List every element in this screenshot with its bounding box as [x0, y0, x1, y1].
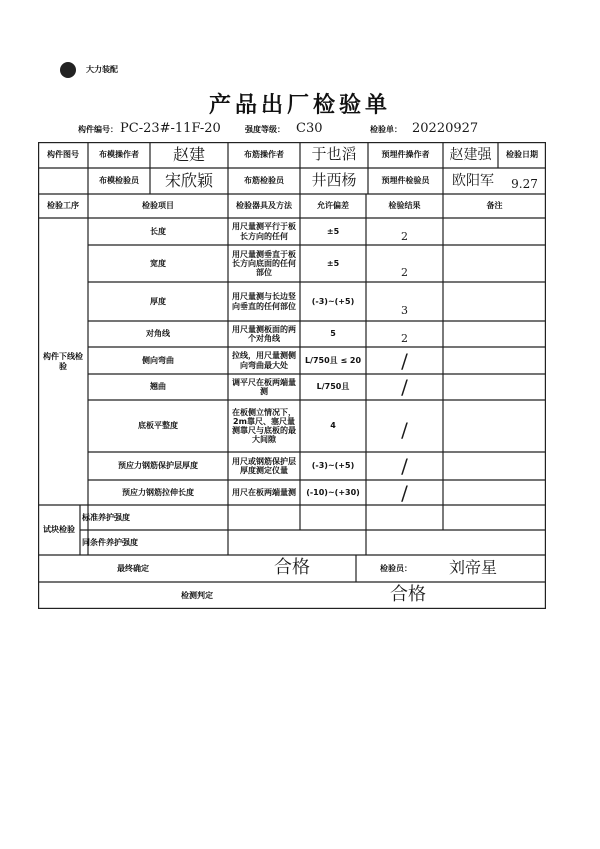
grade-value: C30: [296, 121, 323, 136]
tolerance-thickness: (-3)~(+5): [311, 296, 355, 306]
item-lateral-bend: 侧向弯曲: [142, 355, 174, 365]
tolerance-length: ±5: [326, 226, 340, 236]
tolerance-width: ±5: [326, 258, 340, 268]
rebar-operator-label: 布筋操作者: [244, 150, 284, 160]
page-title: 产品出厂检验单: [208, 92, 391, 118]
company-logo-icon: [60, 62, 76, 78]
tools-width: 用尺量测垂直于板长方向底面的任何部位: [232, 249, 296, 278]
group-label: 构件下线检验: [43, 352, 83, 371]
tools-diagonal: 用尺量测板面的两个对角线: [232, 324, 296, 343]
result-width: 2: [401, 266, 408, 280]
final-inspector-label: 检验员：: [380, 563, 412, 573]
tools-warp: 调平尺在板两端量测: [232, 377, 296, 396]
company-name: 大力装配: [86, 65, 118, 74]
tools-cover-thickness: 用尺或钢筋保护层厚度测定仪量: [232, 456, 296, 475]
final-inspector-value: 刘帝星: [448, 558, 497, 578]
standard-cure-label: 标准养护强度: [82, 512, 130, 522]
form-no-label: 检验单：: [370, 125, 402, 134]
formwork-inspector-value: 宋欣颖: [164, 170, 213, 190]
tolerance-cover-thickness: (-3)~(+5): [311, 461, 355, 471]
grade-label: 强度等级：: [245, 125, 285, 134]
embed-operator-value: 赵建强: [449, 146, 492, 163]
item-width: 宽度: [150, 258, 166, 268]
component-no-label: 构件编号：: [78, 125, 118, 134]
embed-operator-label: 预埋件操作者: [381, 150, 430, 160]
col-tolerance: 允许偏差: [317, 201, 349, 211]
result-thickness: 3: [401, 304, 408, 318]
embed-inspector-value: 欧阳军: [452, 172, 494, 189]
component-no-value: PC-23#-11F-20: [120, 121, 221, 136]
col-remark: 备注: [486, 201, 503, 211]
tools-thickness: 用尺量测与长边竖向垂直的任何部位: [232, 292, 296, 311]
item-length: 长度: [150, 226, 166, 236]
final-label: 最终确定: [117, 563, 149, 573]
result-warp: /: [401, 374, 408, 399]
item-cover-thickness: 预应力钢筋保护层厚度: [118, 461, 198, 471]
col-tools: 检验器具及方法: [236, 201, 292, 211]
tolerance-tension-length: (-10)~(+30): [306, 487, 360, 497]
tolerance-diagonal: 5: [330, 329, 336, 339]
same-condition-cure-label: 同条件养护强度: [82, 537, 138, 547]
test-block-label: 试块检验: [43, 525, 75, 535]
result-lateral-bend: /: [401, 348, 408, 373]
item-thickness: 厚度: [150, 296, 166, 306]
judgement-label: 检测判定: [181, 590, 213, 600]
judgement-value: 合格: [390, 584, 426, 606]
result-length: 2: [401, 230, 408, 244]
col-process: 检验工序: [47, 201, 79, 211]
result-tension-length: /: [401, 480, 408, 505]
formwork-inspector-label: 布模检验员: [99, 176, 139, 186]
tools-flatness: 在板侧立情况下，2m靠尺、塞尺量测靠尺与底板的最大间隙: [232, 407, 296, 445]
drawing-no-label: 构件图号: [47, 150, 79, 160]
tools-lateral-bend: 拉线，用尺量测侧向弯曲最大处: [232, 351, 296, 370]
formwork-operator-value: 赵建: [172, 144, 205, 164]
formwork-operator-label: 布模操作者: [99, 150, 139, 160]
inspection-table: [38, 142, 546, 609]
col-item: 检验项目: [142, 201, 174, 211]
rebar-inspector-label: 布筋检验员: [244, 176, 284, 186]
tolerance-lateral-bend: L/750且 ≤ 20: [304, 355, 362, 365]
item-flatness: 底板平整度: [138, 421, 178, 431]
tolerance-warp: L/750且: [316, 382, 350, 392]
result-cover-thickness: /: [401, 453, 408, 478]
result-diagonal: 2: [401, 332, 408, 346]
form-no-value: 20220927: [412, 121, 479, 136]
item-warp: 翘曲: [150, 382, 166, 392]
rebar-inspector-value: 井西杨: [311, 171, 357, 190]
item-tension-length: 预应力钢筋拉伸长度: [122, 487, 194, 497]
item-diagonal: 对角线: [146, 329, 170, 339]
tolerance-flatness: 4: [330, 421, 336, 431]
final-value: 合格: [274, 557, 310, 579]
embed-inspector-label: 预埋件检验员: [381, 176, 430, 186]
tools-tension-length: 用尺在板两端量测: [232, 487, 296, 497]
rebar-operator-value: 于也滔: [311, 145, 357, 164]
inspection-date-label: 检验日期: [506, 150, 538, 160]
result-flatness: /: [401, 417, 408, 442]
tools-length: 用尺量测平行于板长方向的任何: [232, 222, 296, 241]
inspection-date-value: 9.27: [511, 177, 538, 192]
col-result: 检验结果: [388, 201, 421, 211]
